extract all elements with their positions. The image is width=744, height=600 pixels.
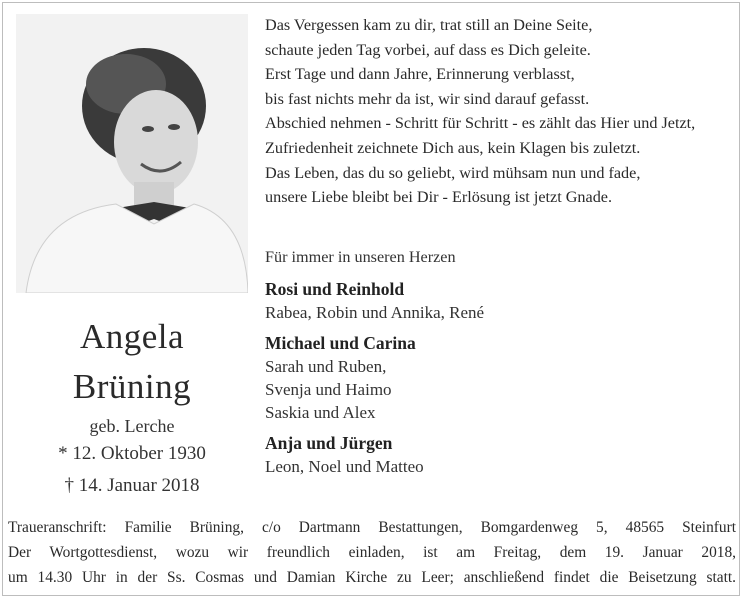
family-member: Sarah und Ruben, <box>265 357 387 376</box>
poem-line: Das Leben, das du so geliebt, wird mühsam nun und fade, <box>265 163 641 182</box>
service-info-line-2: um 14.30 Uhr in der Ss. Cosmas und Damian Kirche zu Leer; anschließend findet die Beisetzung statt. <box>8 569 736 586</box>
family-head: Michael und Carina <box>265 333 416 353</box>
families-list <box>265 278 484 486</box>
poem-line: unsere Liebe bleibt bei Dir - Erlösung ist jetzt Gnade. <box>265 188 613 207</box>
family-member: Rabea, Robin und Annika, René <box>265 303 485 322</box>
maiden-name: geb. Lerche <box>89 416 175 436</box>
first-name: Angela <box>79 317 185 356</box>
poem-line: bis fast nichts mehr da ist, wir sind darauf gefasst. <box>265 89 590 108</box>
family-member: Saskia und Alex <box>265 403 376 422</box>
birth-date: * 12. Oktober 1930 <box>58 443 206 464</box>
family-member: Leon, Noel und Matteo <box>265 457 424 476</box>
footer <box>8 515 736 590</box>
portrait-image <box>16 14 248 293</box>
family-group <box>265 332 484 424</box>
greeting: Für immer in unseren Herzen <box>265 248 456 266</box>
deceased-info <box>16 312 248 502</box>
poem-line: Zufriedenheit zeichnete Dich aus, kein Klagen bis zuletzt. <box>265 138 641 157</box>
portrait-photo <box>16 14 248 293</box>
poem <box>265 13 735 210</box>
poem-line: Das Vergessen kam zu dir, trat still an Deine Seite, <box>265 16 593 34</box>
family-group <box>265 278 484 324</box>
family-head: Anja und Jürgen <box>265 433 393 453</box>
death-date: † 14. Januar 2018 <box>64 475 200 496</box>
family-head: Rosi und Reinhold <box>265 279 405 299</box>
family-group <box>265 432 484 478</box>
mourning-address: Traueranschrift: Familie Brüning, c/o Dartmann Bestattungen, Bomgardenweg 5, 48565 Steinfurt <box>8 519 736 536</box>
service-info-line-1: Der Wortgottesdienst, wozu wir freundlich einladen, ist am Freitag, dem 19. Januar 2018, <box>8 544 736 561</box>
last-name: Brüning <box>72 367 192 406</box>
poem-line: Erst Tage und dann Jahre, Erinnerung verblasst, <box>265 65 575 84</box>
poem-line: Abschied nehmen - Schritt für Schritt - es zählt das Hier und Jetzt, <box>265 114 696 133</box>
family-member: Svenja und Haimo <box>265 380 392 399</box>
poem-line: schaute jeden Tag vorbei, auf dass es Dich geleite. <box>265 40 591 59</box>
